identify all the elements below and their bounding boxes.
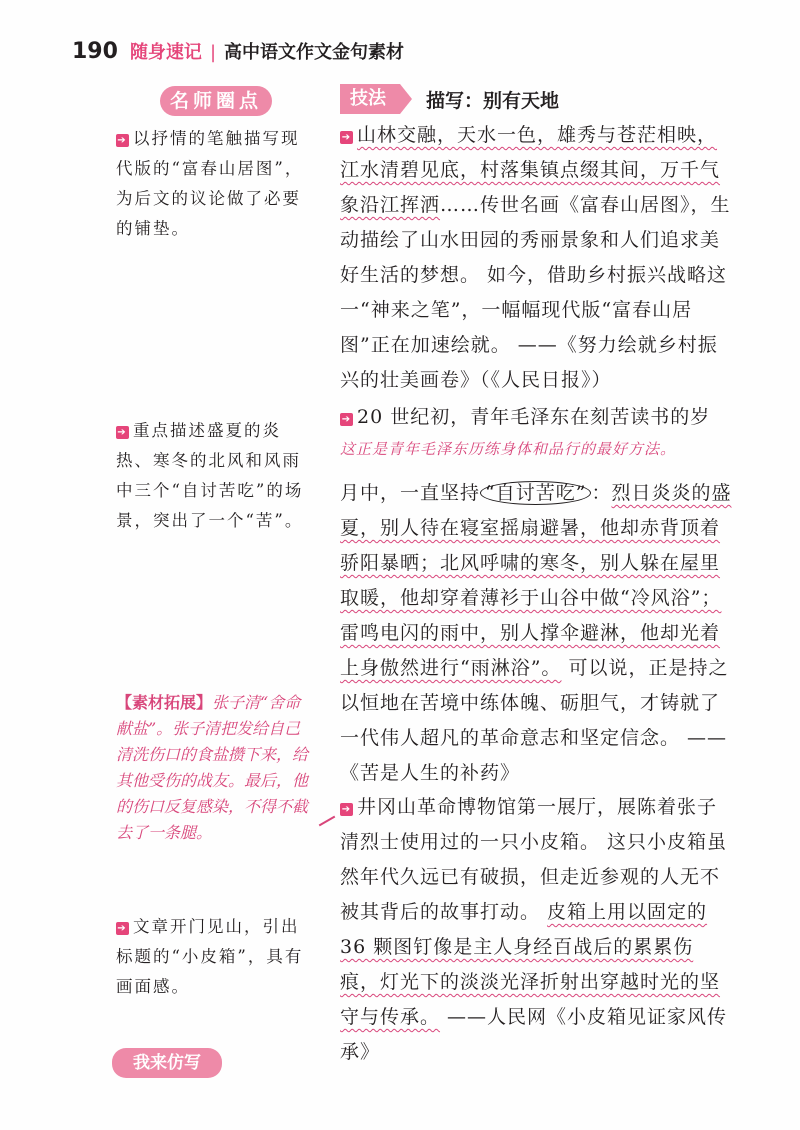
teacher-notes-badge: 名师圈点 (160, 86, 272, 116)
book-title: 高中语文作文金句素材 (224, 42, 405, 63)
header-separator: | (209, 42, 217, 63)
arrow-marker-icon: ➔ (341, 804, 352, 815)
extension-label: 【素材拓展】 (116, 693, 213, 712)
arrow-marker-icon: ➔ (341, 414, 352, 425)
page-header (72, 38, 404, 68)
technique-title: 描写：别有天地 (426, 89, 560, 112)
material-extension (116, 690, 316, 846)
arrow-marker-icon: ➔ (117, 135, 128, 146)
page-number: 190 (72, 39, 118, 64)
arrow-marker-icon: ➔ (341, 132, 352, 143)
sidebar-note-3: ➔ 文章开门见山，引出标题的“小皮箱”，具有画面感。 (116, 917, 304, 996)
technique-heading (340, 84, 559, 114)
passage-2-first-line: ➔ 20 世纪初，青年毛泽东在刻苦读书的岁 (341, 406, 711, 428)
sidebar-note-1: ➔ 以抒情的笔触描写现代版的“富春山居图”，为后文的议论做了必要的铺垫。 (116, 129, 304, 238)
sidebar-note-2: ➔ 重点描述盛夏的炎热、寒冬的北风和风雨中三个“自讨苦吃”的场景，突出了一个“苦”。 (116, 421, 304, 530)
arrow-marker-icon: ➔ (117, 427, 128, 438)
handwritten-note: 这正是青年毛泽东历练身体和品行的最好方法。 (340, 440, 677, 458)
annotation-arrow (319, 816, 336, 827)
arrow-marker-icon: ➔ (117, 923, 128, 934)
technique-tag: 技法 (340, 84, 400, 114)
passage-2: 月中，一直坚持 “自讨苦吃” ：烈日炎炎的盛夏，别人待在寝室摇扇避暑，他却赤背顶着骄阳暴晒；北风呼啸的寒冬，别人躲在屋里取暖，他却穿着薄衫于山谷中做“冷风浴”；雷鸣电闪的雨中，别人撑伞避淋，他却光着上身傲然进行“雨淋浴”。 可以说，正是持之以恒地在苦境中练体魄、砺胆气，才铸就了一代伟人超凡的革命意志和坚定信念。 ——《苦是人生的补药》 (340, 482, 732, 784)
passage-1: ➔ 山林交融，天水一色，雄秀与苍茫相映，江水清碧见底，村落集镇点缀其间，万千气象沿江挥洒……传世名画《富春山居图》，生动描绘了山水田园的秀丽景象和人们追求美好生活的梦想。 如今，借助乡村振兴战略这一“神来之笔”，一幅幅现代版“富春山居图”正在加速绘就。 ——《努力绘就乡村振兴的壮美画卷》（《人民日报》） (340, 124, 731, 391)
extension-text: 张子清“舍命献盐”。张子清把发给自己清洗伤口的食盐攒下来，给其他受伤的战友。最后，他的伤口反复感染，不得不截去了一条腿。 (116, 693, 309, 842)
imitate-writing-button[interactable]: 我来仿写 (112, 1048, 222, 1078)
passage-3: ➔ 井冈山革命博物馆第一展厅，展陈着张子清烈士使用过的一只小皮箱。 这只小皮箱虽然年代久远已有破损，但走近参观的人无不被其背后的故事打动。 皮箱上用以固定的 36 颗图钉像是主人身经百战后的累累伤痕，灯光下的淡淡光泽折射出穿越时光的坚守与传承。 ——人民网《小皮箱见证家风传承》 (340, 796, 728, 1063)
series-title: 随身速记 (129, 42, 202, 63)
circled-phrase: “自讨苦吃” (480, 481, 591, 505)
